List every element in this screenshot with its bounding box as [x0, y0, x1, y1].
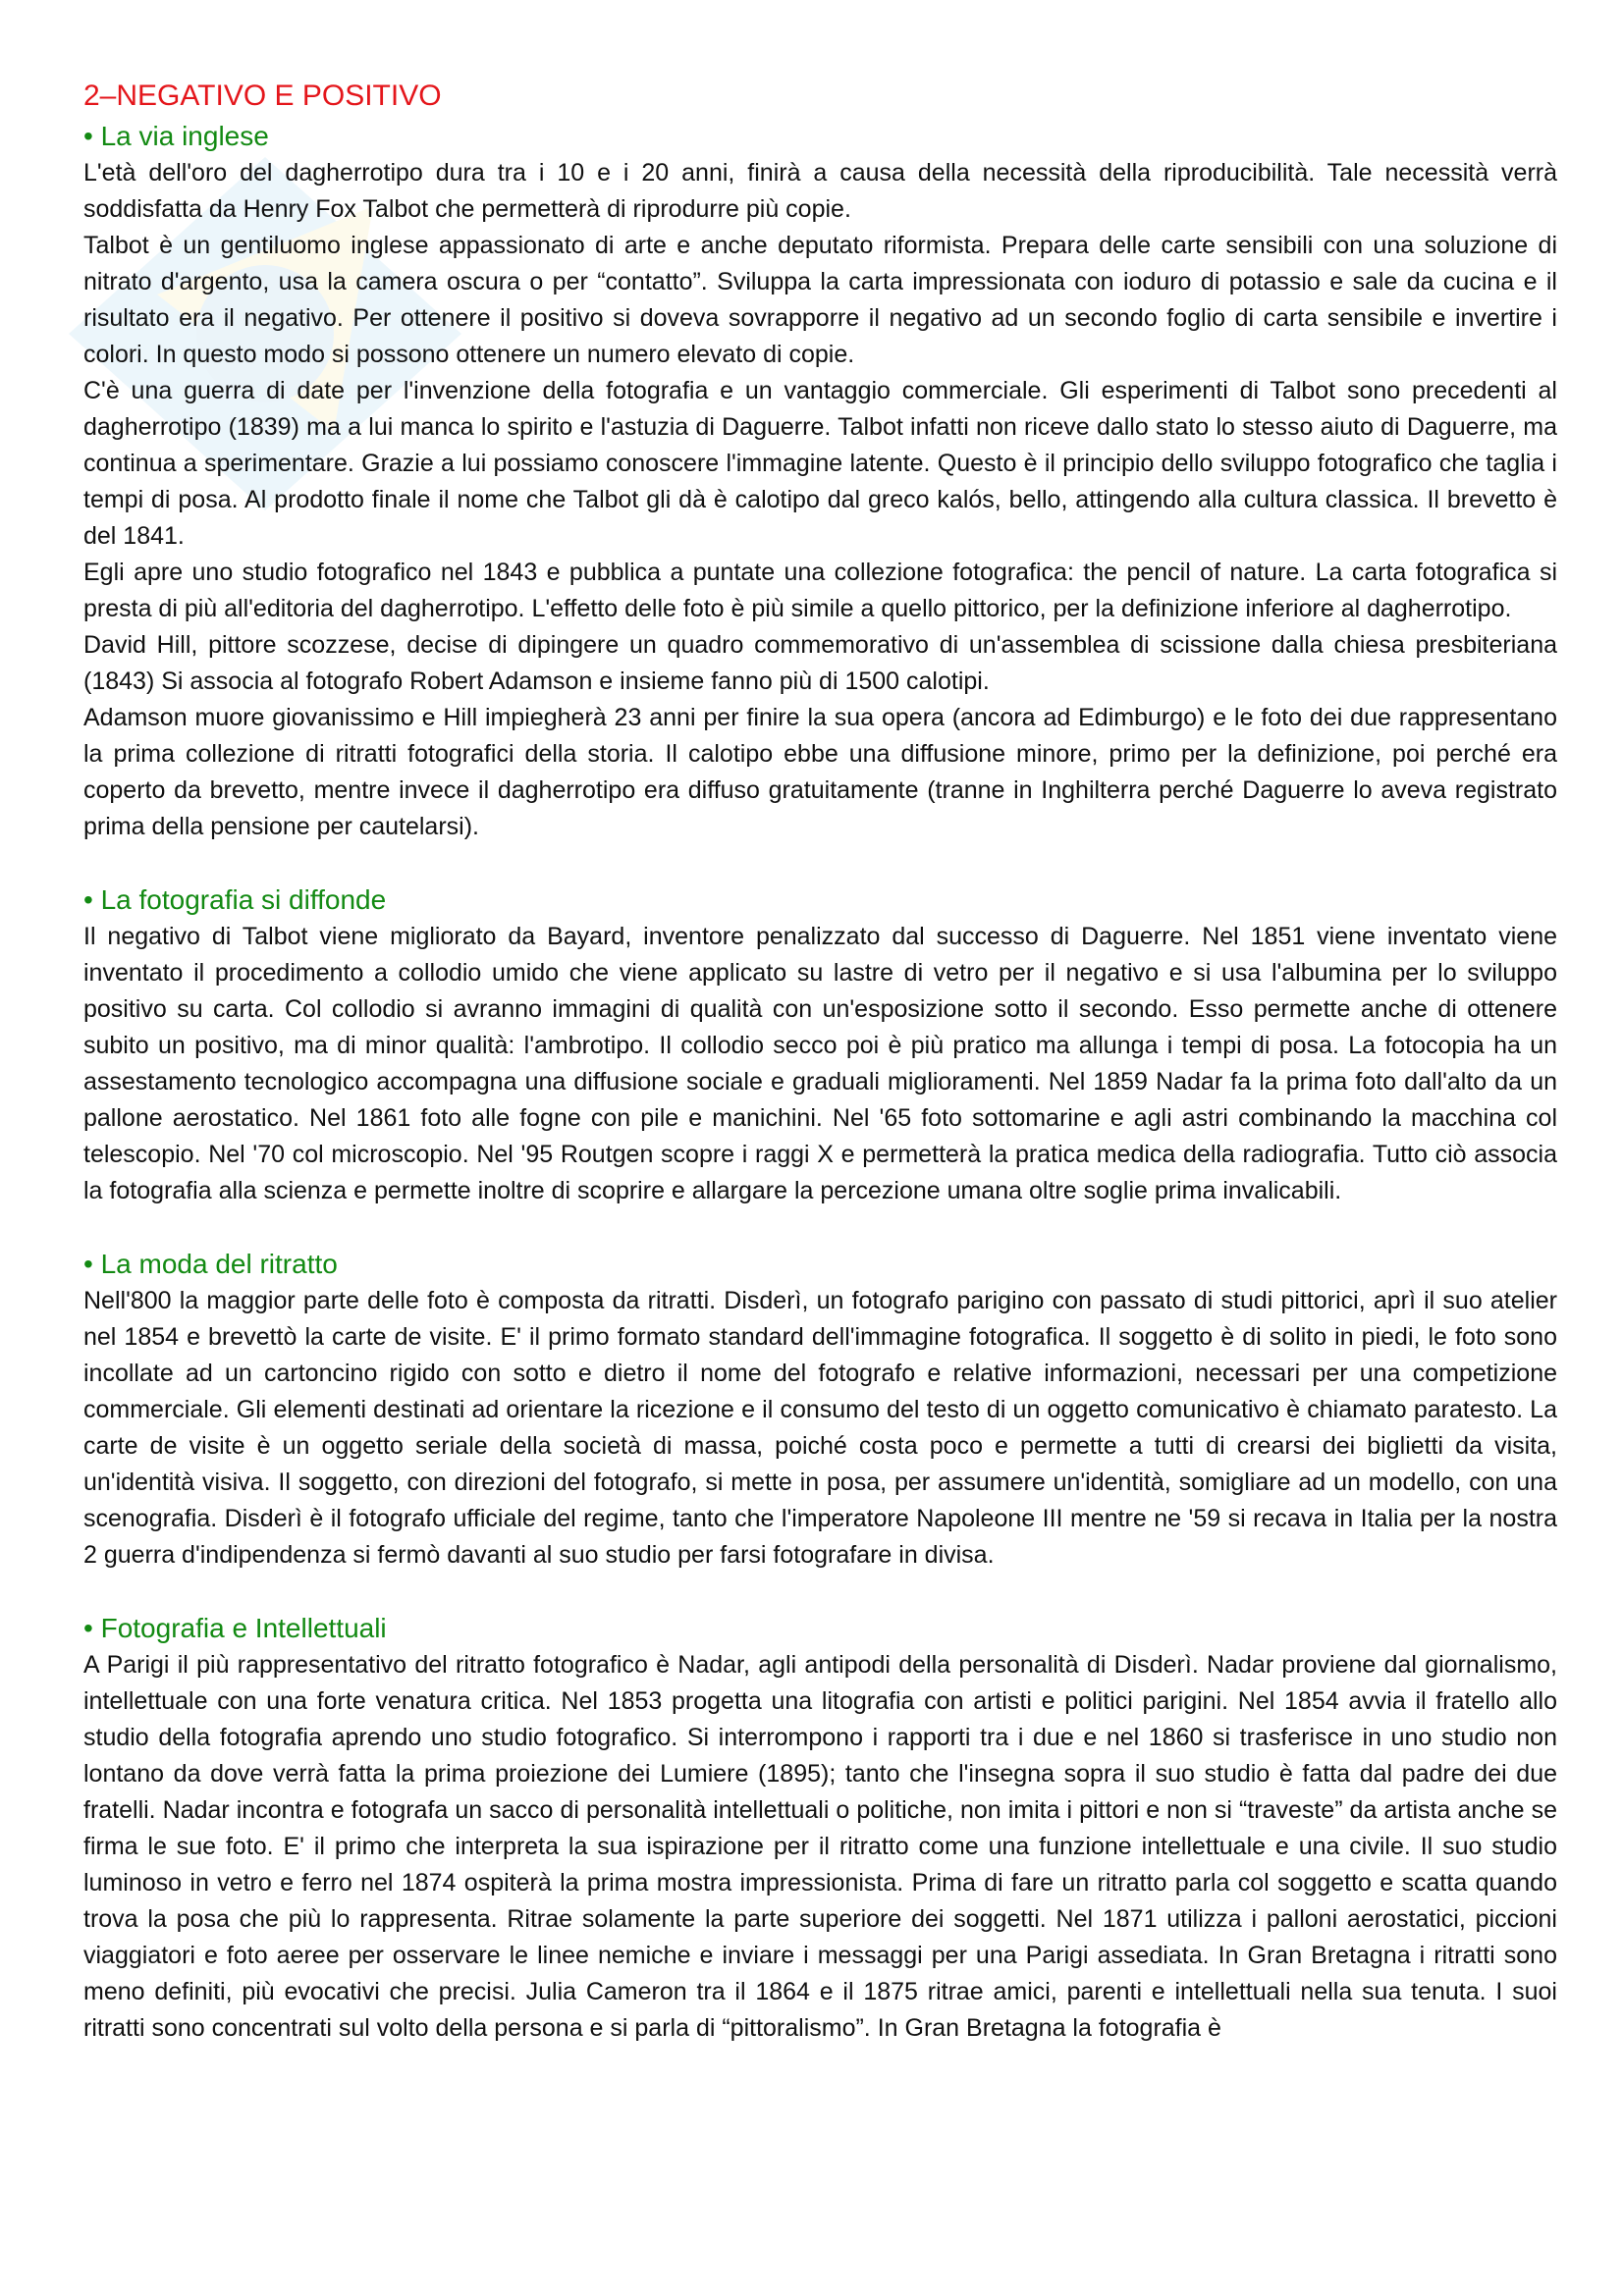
section-heading-text: La via inglese — [100, 121, 269, 151]
section-fotografia-e-intellettuali — [83, 1610, 1557, 2047]
document-title: 2–NEGATIVO E POSITIVO — [83, 80, 442, 112]
paragraph: Adamson muore giovanissimo e Hill impiegherà 23 anni per finire la sua opera (ancora ad Edimburgo) e le foto dei due rappresentano la prima collezione di ritratti fotografici della storia. Il calotipo ebbe una diffusione minore, primo per la definizione, poi perché era coperto da brevetto, mentre invece il dagherrotipo era diffuso gratuitamente (tranne in Inghilterra perché Daguerre lo aveva registrato prima della pensione per cautelarsi). — [83, 704, 1557, 840]
bullet: • — [83, 1613, 93, 1643]
section-la-via-inglese — [83, 118, 1557, 845]
section-la-moda-del-ritratto — [83, 1246, 1557, 1574]
paragraph: Talbot è un gentiluomo inglese appassionato di arte e anche deputato riformista. Prepara delle carte sensibili con una soluzione di nitrato d'argento, usa la camera oscura o per “contatto”. Sviluppa la carta impressionata con ioduro di potassio e sale da cucina e il risultato era il negativo. Per ottenere il positivo si doveva sovrapporre il negativo ad un secondo foglio di carta sensibile e invertire i colori. In questo modo si possono ottenere un numero elevato di copie. — [83, 232, 1557, 368]
section-heading — [83, 881, 1557, 919]
paragraph: Il negativo di Talbot viene migliorato da Bayard, inventore penalizzato dal successo di Daguerre. Nel 1851 viene inventato viene inventato il procedimento a collodio umido che viene applicato su lastre di vetro per il negativo e si usa l'albumina per lo sviluppo positivo su carta. Col collodio si avranno immagini di qualità con un'esposizione sotto il secondo. Esso permette anche di ottenere subito un positivo, ma di minor qualità: l'ambrotipo. Il collodio secco poi è più pratico ma allunga i tempi di posa. La fotocopia ha un assestamento tecnologico accompagna una diffusione sociale e graduali miglioramenti. Nel 1859 Nadar fa la prima foto dall'alto da un pallone aerostatico. Nel 1861 foto alle fogne con pile e manichini. Nel '65 foto sottomarine e agli astri combinando la macchina col telescopio. Nel '70 col microscopio. Nel '95 Routgen scopre i raggi X e permetterà la pratica medica della radiografia. Tutto ciò associa la fotografia alla scienza e permette inoltre di scoprire e allargare la percezione umana oltre soglie prima invalicabili. — [83, 923, 1557, 1204]
paragraph: Nell'800 la maggior parte delle foto è composta da ritratti. Disderì, un fotografo parigino con passato di studi pittorici, aprì il suo atelier nel 1854 e brevettò la carte de visite. E' il primo formato standard dell'immagine fotografica. Il soggetto è di solito in piedi, le foto sono incollate ad un cartoncino rigido con sotto e dietro il nome del fotografo e relative informazioni, necessari per una competizione commerciale. Gli elementi destinati ad orientare la ricezione e il consumo del testo di un oggetto comunicativo è chiamato paratesto. La carte de visite è un oggetto seriale della società di massa, poiché costa poco e permette a tutti di crearsi dei biglietti da visita, un'identità visiva. Il soggetto, con direzioni del fotografo, si mette in posa, per assumere un'identità, somigliare ad un modello, con una scenografia. Disderì è il fotografo ufficiale del regime, tanto che l'imperatore Napoleone III mentre ne '59 si recava in Italia per la nostra 2 guerra d'indipendenza si fermò davanti al suo studio per farsi fotografare in divisa. — [83, 1287, 1557, 1569]
bullet: • — [83, 1249, 93, 1279]
paragraph: Egli apre uno studio fotografico nel 1843 e pubblica a puntate una collezione fotografica: the pencil of nature. La carta fotografica si presta di più all'editoria del dagherrotipo. L'effetto delle foto è più simile a quello pittorico, per la definizione inferiore al dagherrotipo. — [83, 559, 1557, 622]
paragraph: C'è una guerra di date per l'invenzione della fotografia e un vantaggio commerciale. Gli esperimenti di Talbot sono precedenti al dagherrotipo (1839) ma a lui manca lo spirito e l'astuzia di Daguerre. Talbot infatti non riceve dallo stato lo stesso aiuto di Daguerre, ma continua a sperimentare. Grazie a lui possiamo conoscere l'immagine latente. Questo è il principio dello sviluppo fotografico che taglia i tempi di posa. Al prodotto finale il nome che Talbot gli dà è calotipo dal greco kalós, bello, attingendo alla cultura classica. Il brevetto è del 1841. — [83, 377, 1557, 550]
bullet: • — [83, 121, 93, 151]
paragraph: David Hill, pittore scozzese, decise di dipingere un quadro commemorativo di un'assemblea di scissione dalla chiesa presbiteriana (1843) Si associa al fotografo Robert Adamson e insieme fanno più di 1500 calotipi. — [83, 631, 1557, 695]
paragraph: A Parigi il più rappresentativo del ritratto fotografico è Nadar, agli antipodi della personalità di Disderì. Nadar proviene dal giornalismo, intellettuale con una forte venatura critica. Nel 1853 progetta una litografia con artisti e politici parigini. Nel 1854 avvia il fratello allo studio della fotografia aprendo uno studio fotografico. Si interrompono i rapporti tra i due e nel 1860 si trasferisce in uno studio non lontano da dove verrà fatta la prima proiezione dei Lumiere (1895); tanto che l'insegna sopra il suo studio è fatta dal padre dei due fratelli. Nadar incontra e fotografa un sacco di personalità intellettuali o politiche, non imita i pittori e non si “traveste” da artista anche se firma le sue foto. E' il primo che interpreta la sua ispirazione per il ritratto come una funzione intellettuale e una civile. Il suo studio luminoso in vetro e ferro nel 1874 ospiterà la prima mostra impressionista. Prima di fare un ritratto parla col soggetto e scatta quando trova la posa che più lo rappresenta. Ritrae solamente la parte superiore dei soggetti. Nel 1871 utilizza i palloni aerostatici, piccioni viaggiatori e foto aeree per osservare le linee nemiche e inviare i messaggi per una Parigi assediata. In Gran Bretagna i ritratti sono meno definiti, più evocativi che precisi. Julia Cameron tra il 1864 e il 1875 ritrae amici, parenti e intellettuali nella sua tenuta. I suoi ritratti sono concentrati sul volto della persona e si parla di “pittoralismo”. In Gran Bretagna la fotografia è — [83, 1651, 1557, 2042]
section-heading-text: La fotografia si diffonde — [100, 884, 387, 915]
section-heading — [83, 1610, 1557, 1647]
section-heading — [83, 118, 1557, 155]
paragraph: L'età dell'oro del dagherrotipo dura tra i 10 e i 20 anni, finirà a causa della necessità della riproducibilità. Tale necessità verrà soddisfatta da Henry Fox Talbot che permetterà di riprodurre più copie. — [83, 159, 1557, 223]
bullet: • — [83, 884, 93, 915]
section-heading-text: Fotografia e Intellettuali — [100, 1613, 387, 1643]
section-la-fotografia-si-diffonde — [83, 881, 1557, 1209]
section-heading — [83, 1246, 1557, 1283]
document-page — [83, 77, 1557, 2083]
section-heading-text: La moda del ritratto — [100, 1249, 338, 1279]
